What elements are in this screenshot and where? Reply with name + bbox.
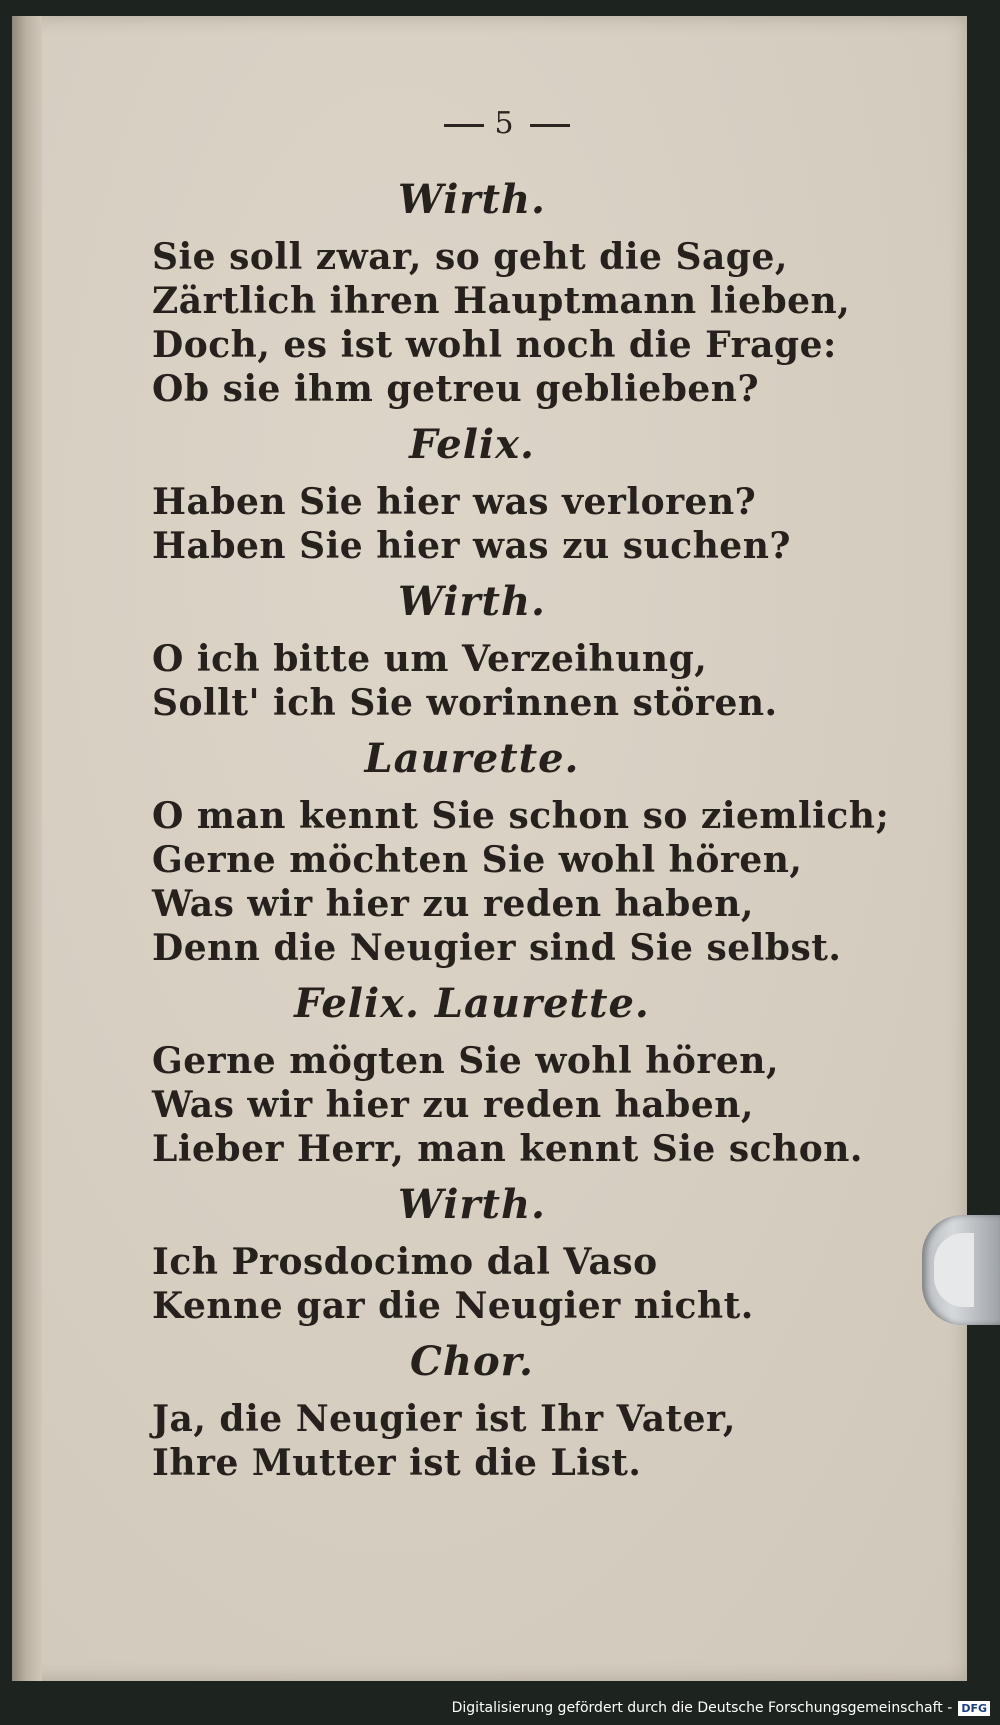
page-clip xyxy=(922,1215,1000,1325)
verse-line: Haben Sie hier was verloren? xyxy=(152,481,757,523)
verse-line: Lieber Herr, man kennt Sie schon. xyxy=(152,1128,863,1170)
page-gutter xyxy=(12,16,42,1681)
verse-line: Sollt' ich Sie worinnen stören. xyxy=(152,682,778,724)
verse-block xyxy=(152,980,863,1171)
verse-block xyxy=(152,1181,792,1328)
verse-line: Kenne gar die Neugier nicht. xyxy=(152,1285,754,1327)
verse-line: Ihre Mutter ist die List. xyxy=(152,1442,642,1484)
speaker-name: Wirth. xyxy=(398,1181,546,1228)
page-number xyxy=(412,106,602,141)
speaker-name: Felix. Laurette. xyxy=(294,980,650,1027)
page-clip-inner xyxy=(934,1233,974,1307)
verse-line: O man kennt Sie schon so ziemlich; xyxy=(152,795,890,837)
speaker-name: Chor. xyxy=(410,1338,534,1385)
page-number-text: 5 xyxy=(494,106,520,141)
speaker-name: Wirth. xyxy=(398,578,546,625)
verse-block xyxy=(152,578,792,725)
verse-line: Haben Sie hier was zu suchen? xyxy=(152,525,791,567)
verse-block xyxy=(152,176,851,411)
verse-line: Ja, die Neugier ist Ihr Vater, xyxy=(152,1398,736,1440)
verse-block xyxy=(152,421,792,568)
dfg-logo: DFG xyxy=(958,1701,990,1716)
verse-block xyxy=(152,1338,792,1485)
verse-line: Ob sie ihm getreu geblieben? xyxy=(152,368,760,410)
verse-block xyxy=(152,735,890,970)
verse-line: Denn die Neugier sind Sie selbst. xyxy=(152,927,842,969)
verse-line: Was wir hier zu reden haben, xyxy=(152,883,754,925)
verse-line: Ich Prosdocimo dal Vaso xyxy=(152,1241,658,1283)
dash-right xyxy=(530,124,570,127)
verse-line: Was wir hier zu reden haben, xyxy=(152,1084,754,1126)
verse-line: Doch, es ist wohl noch die Frage: xyxy=(152,324,837,366)
footer-text: Digitalisierung gefördert durch die Deutsche Forschungsgemeinschaft - xyxy=(451,1700,953,1716)
verse-line: Gerne mögten Sie wohl hören, xyxy=(152,1040,780,1082)
dash-left xyxy=(444,124,484,127)
verse-line: Sie soll zwar, so geht die Sage, xyxy=(152,236,788,278)
verse-line: O ich bitte um Verzeihung, xyxy=(152,638,708,680)
speaker-name: Laurette. xyxy=(364,735,580,782)
verse-line: Zärtlich ihren Hauptmann lieben, xyxy=(152,280,851,322)
book-page xyxy=(12,16,967,1681)
verse-text xyxy=(152,166,890,1495)
footer xyxy=(452,1697,990,1719)
speaker-name: Felix. xyxy=(409,421,535,468)
verse-line: Gerne möchten Sie wohl hören, xyxy=(152,839,803,881)
speaker-name: Wirth. xyxy=(398,176,546,223)
